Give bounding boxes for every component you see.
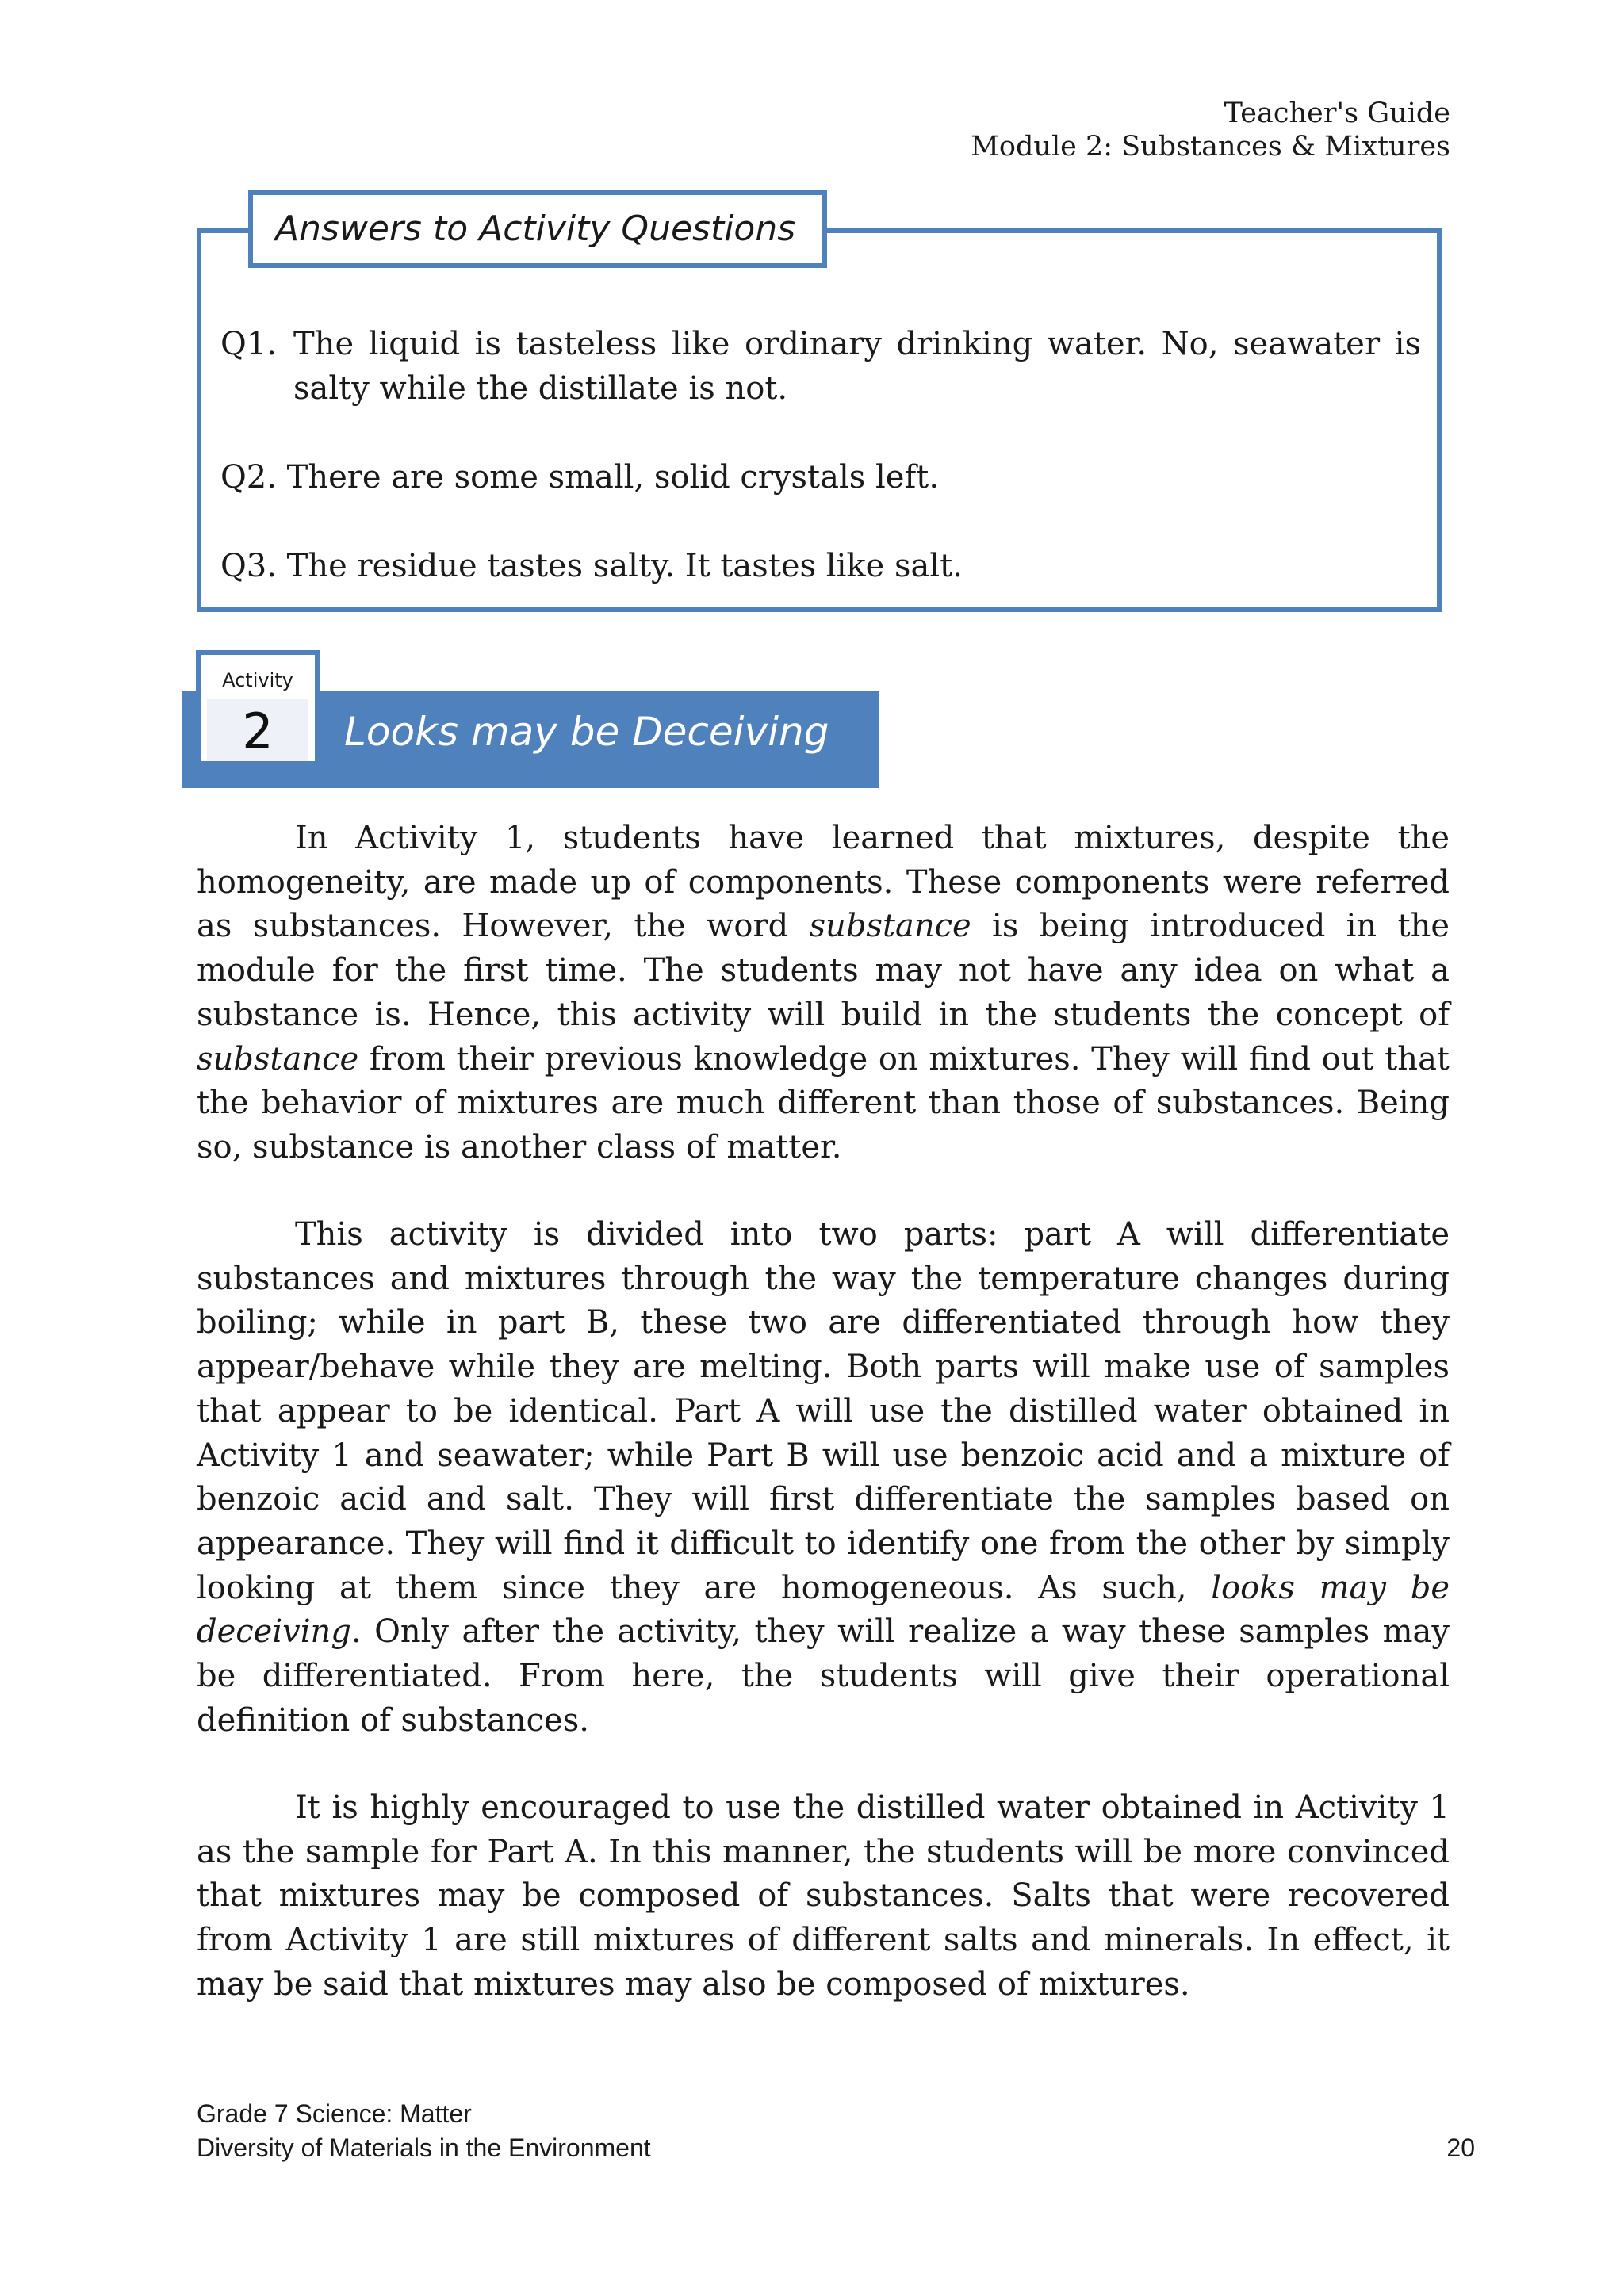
paragraph-3 — [197, 1786, 1450, 2007]
footer-unit: Diversity of Materials in the Environment — [197, 2133, 651, 2162]
answer-q1-number: Q1. — [220, 326, 277, 362]
page-header — [971, 97, 1450, 163]
answer-q1-line1 — [220, 322, 1421, 366]
paragraph-1-text-c: from their previous knowledge on mixtures. They will find out that the behavior of mixtures are much different than those of substances. Being so, substance is another class of matter. — [197, 1040, 1450, 1165]
paragraph-1-emphasis-2: substance — [197, 1040, 359, 1077]
activity-title: Looks may be Deceiving — [344, 709, 829, 755]
paragraph-2 — [197, 1213, 1450, 1743]
paragraph-3-text: It is highly encouraged to use the distilled water obtained in Activity 1 as the sample for Part A. In this manner, the students will be more convinced that mixtures may be composed of substances. Salts that were recovered from Activity 1 are still mixtures of different salts and minerals. In effect, it may be said that mixtures may also be composed of mixtures. — [197, 1789, 1450, 2003]
paragraph-2-text-a: This activity is divided into two parts: part A will differentiate substances and mixtures through the way the temperature changes during boiling; while in part B, these two are differentiated through how they appear/behave while they are melting. Both parts will make use of samples that appear to be identical. Part A will use the distilled water obtained in Activity 1 and seawater; while Part B will use benzoic acid and a mixture of benzoic acid and salt. They will first differentiate the samples based on appearance. They will find it difficult to identify one from the other by simply looking at them since they are homogeneous. As such, — [197, 1216, 1450, 1606]
paragraph-1-text-a: In Activity 1, students have learned that mixtures, despite the homogeneity, are made up of components. These components were referred as substances. However, the word — [197, 820, 1450, 945]
answer-q1-line2: salty while the distillate is not. — [293, 370, 788, 407]
paragraph-1-text-b: is being introduced in the module for the first time. The students may not have any idea on what a substance is. Hence, this activity will build in the students the concept of — [197, 908, 1450, 1033]
answer-q3: Q3. The residue tastes salty. It tastes like salt. — [220, 548, 963, 584]
activity-tab — [196, 650, 320, 766]
paragraph-1 — [197, 817, 1450, 1170]
activity-number: 2 — [242, 702, 274, 760]
paragraph-1-emphasis-1: substance — [809, 908, 971, 945]
answer-q1-text1: The liquid is tasteless like ordinary drinking water. No, seawater is — [293, 326, 1421, 362]
page-footer — [197, 2097, 651, 2165]
paragraph-2-text-b: . Only after the activity, they will realize a way these samples may be differentiated. From here, the students will give their operational definition of substances. — [197, 1613, 1450, 1739]
activity-number-box — [207, 699, 308, 761]
answer-q2: Q2. There are some small, solid crystals left. — [220, 459, 940, 496]
paragraph-2-emphasis: looks may be deceiving — [197, 1569, 1450, 1651]
page-number: 20 — [1446, 2133, 1475, 2162]
header-module-title: Module 2: Substances & Mixtures — [971, 131, 1450, 163]
answers-title: Answers to Activity Questions — [248, 190, 827, 268]
footer-course: Grade 7 Science: Matter — [197, 2099, 472, 2128]
answer-q1 — [220, 322, 1421, 411]
header-guide-title: Teacher's Guide — [1224, 98, 1450, 129]
activity-label: Activity — [222, 669, 293, 691]
